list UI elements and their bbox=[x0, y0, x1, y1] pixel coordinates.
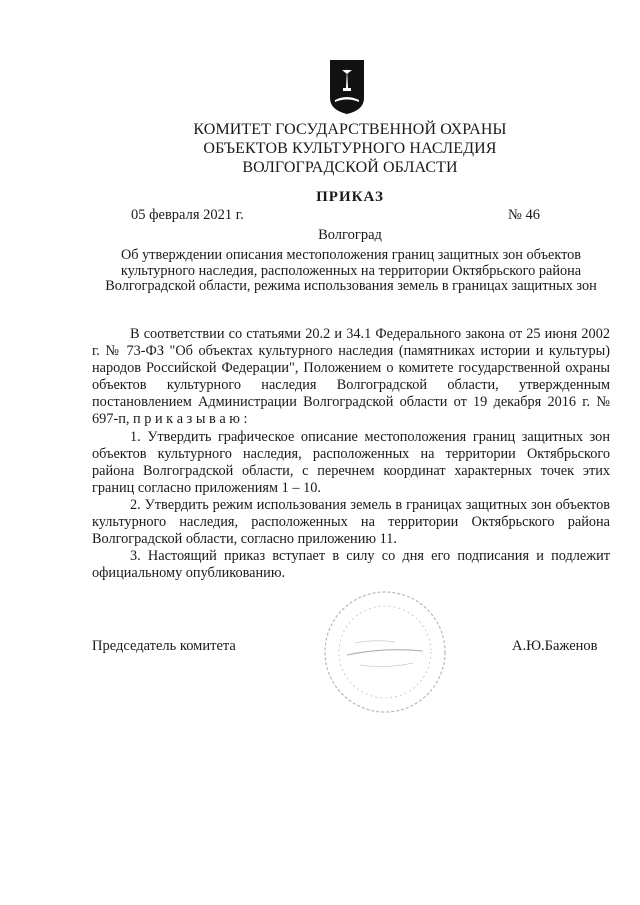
document-body bbox=[92, 326, 610, 582]
paragraph-preamble: В соответствии со статьями 20.2 и 34.1 Федерального закона от 25 июня 2002 г. № 73-ФЗ "Об объектах культурного наследия (памятниках истории и культуры) народов Российской Федерации", Положением о комитете государственной охраны объектов культурного наследия Волгоградской области, утвержденным постановлением Администрации Волгоградской области от 19 декабря 2016 г. № 697-п, п р и к а з ы в а ю : bbox=[92, 326, 610, 428]
document-subject: Об утверждении описания местоположения границ защитных зон объектов культурного наследия, расположенных на территории Октябрьского района Волгоградской области, режима использования земель в границах защитных зон bbox=[105, 247, 597, 294]
signatory-name: А.Ю.Баженов bbox=[512, 638, 598, 654]
document-type: ПРИКАЗ bbox=[316, 189, 384, 205]
header-line-1: КОМИТЕТ ГОСУДАРСТВЕННОЙ ОХРАНЫ bbox=[193, 121, 507, 138]
signatory-position: Председатель комитета bbox=[92, 638, 236, 654]
document-city: Волгоград bbox=[318, 227, 382, 243]
paragraph-item-1: 1. Утвердить графическое описание местоположения границ защитных зон объектов культурного наследия, расположенных на территории Октябрьского района Волгоградской области, с перечнем координат характерных точек этих границ согласно приложениям 1 – 10. bbox=[92, 428, 610, 496]
document-date: 05 февраля 2021 г. bbox=[131, 207, 244, 223]
header-line-3: ВОЛГОГРАДСКОЙ ОБЛАСТИ bbox=[242, 159, 458, 176]
coat-of-arms-emblem bbox=[330, 60, 364, 114]
paragraph-item-2: 2. Утвердить режим использования земель в границах защитных зон объектов культурного наследия, расположенных на территории Октябрьского района Волгоградской области, согласно приложению 11. bbox=[92, 496, 610, 548]
document-number: № 46 bbox=[508, 207, 540, 223]
paragraph-item-3: 3. Настоящий приказ вступает в силу со дня его подписания и подлежит официальному опубликованию. bbox=[92, 548, 610, 582]
official-stamp bbox=[315, 585, 455, 720]
header-line-2: ОБЪЕКТОВ КУЛЬТУРНОГО НАСЛЕДИЯ bbox=[203, 140, 497, 157]
